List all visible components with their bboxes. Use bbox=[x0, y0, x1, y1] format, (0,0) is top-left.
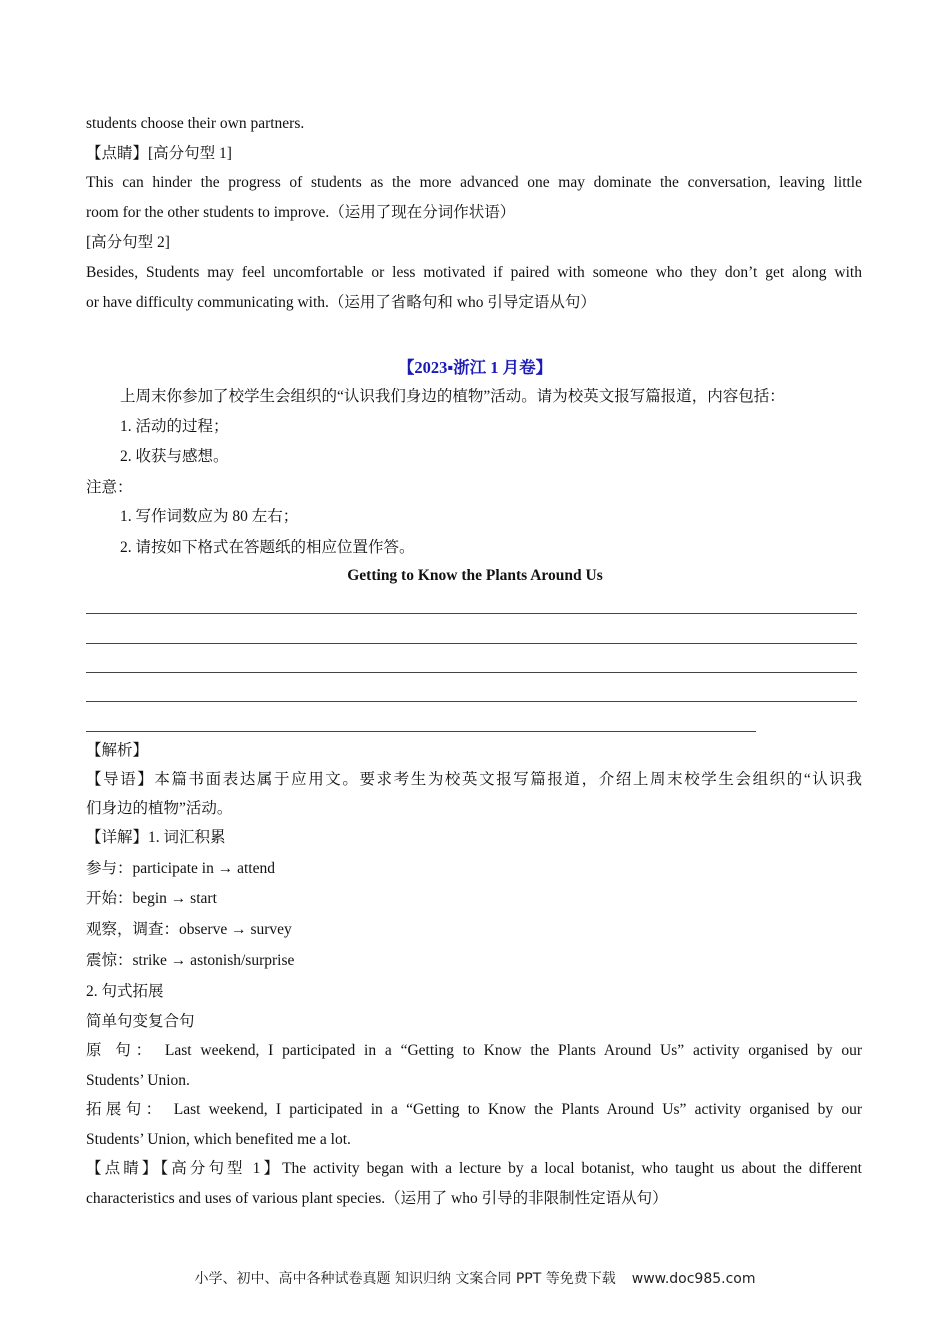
footer-site-link[interactable]: www.doc985.com bbox=[631, 1271, 756, 1287]
extended-sentence: Students’ Union, which benefited me a lot. bbox=[86, 1131, 351, 1148]
guide-text: 们身边的植物”活动。 bbox=[86, 800, 233, 817]
highlight-sentence: 【点睛】【高分句型 1】The activity began with a lecture by a local botanist, who taught us about the different bbox=[86, 1160, 862, 1177]
analysis-label: 【解析】 bbox=[86, 742, 149, 759]
sentence-heading: 2. 句式拓展 bbox=[86, 983, 164, 1000]
text-line: Besides, Students may feel uncomfortable or less motivated if paired with someone who they don’t get along with bbox=[86, 264, 862, 281]
task-item: 1. 活动的过程； bbox=[120, 418, 229, 435]
note-label: 注意： bbox=[86, 479, 133, 496]
answer-line bbox=[86, 701, 857, 702]
text-line: students choose their own partners. bbox=[86, 115, 305, 132]
guide-text: 【导语】本篇书面表达属于应用文。要求考生为校英文报写篇报道，介绍上周末校学生会组织的“认识我 bbox=[86, 771, 862, 788]
text-line: or have difficulty communicating with.（运用了省略句和 who 引导定语从句） bbox=[86, 294, 596, 311]
answer-line bbox=[86, 672, 857, 673]
section-title: 【2023▪浙江 1 月卷】 bbox=[397, 358, 553, 377]
page-footer bbox=[0, 1268, 950, 1288]
vocab-item: 震惊：strike → astonish/surprise bbox=[86, 952, 295, 969]
note-item: 1. 写作词数应为 80 左右； bbox=[120, 508, 299, 525]
answer-line bbox=[86, 613, 857, 614]
task-intro: 上周末你参加了校学生会组织的“认识我们身边的植物”活动。请为校英文报写篇报道，内容包括： bbox=[120, 388, 785, 405]
task-item: 2. 收获与感想。 bbox=[120, 448, 229, 465]
answer-line bbox=[86, 643, 857, 644]
note-item: 2. 请按如下格式在答题纸的相应位置作答。 bbox=[120, 539, 415, 556]
highlight-label: [高分句型 2] bbox=[86, 234, 170, 251]
answer-line bbox=[86, 731, 756, 732]
text-line: This can hinder the progress of students as the more advanced one may dominate the conversation, leaving little bbox=[86, 174, 862, 191]
highlight-sentence: characteristics and uses of various plant species.（运用了 who 引导的非限制性定语从句） bbox=[86, 1190, 668, 1207]
vocab-item: 参与：participate in → attend bbox=[86, 860, 275, 877]
essay-title: Getting to Know the Plants Around Us bbox=[347, 567, 603, 584]
detail-heading: 【详解】1. 词汇积累 bbox=[86, 829, 226, 846]
original-sentence: 原 句： Last weekend, I participated in a “Getting to Know the Plants Around Us” activity organised by our bbox=[86, 1042, 862, 1059]
sentence-subheading: 简单句变复合句 bbox=[86, 1013, 195, 1030]
vocab-item: 开始：begin → start bbox=[86, 890, 217, 907]
original-sentence: Students’ Union. bbox=[86, 1072, 190, 1089]
vocab-item: 观察，调查：observe → survey bbox=[86, 921, 292, 938]
highlight-label: 【点睛】[高分句型 1] bbox=[86, 145, 232, 162]
text-line: room for the other students to improve.（运用了现在分词作状语） bbox=[86, 204, 516, 221]
extended-sentence: 拓展句： Last weekend, I participated in a “Getting to Know the Plants Around Us” activity organised by our bbox=[86, 1101, 862, 1118]
footer-text: 小学、初中、高中各种试卷真题 知识归纳 文案合同 PPT 等免费下载 bbox=[194, 1271, 616, 1287]
